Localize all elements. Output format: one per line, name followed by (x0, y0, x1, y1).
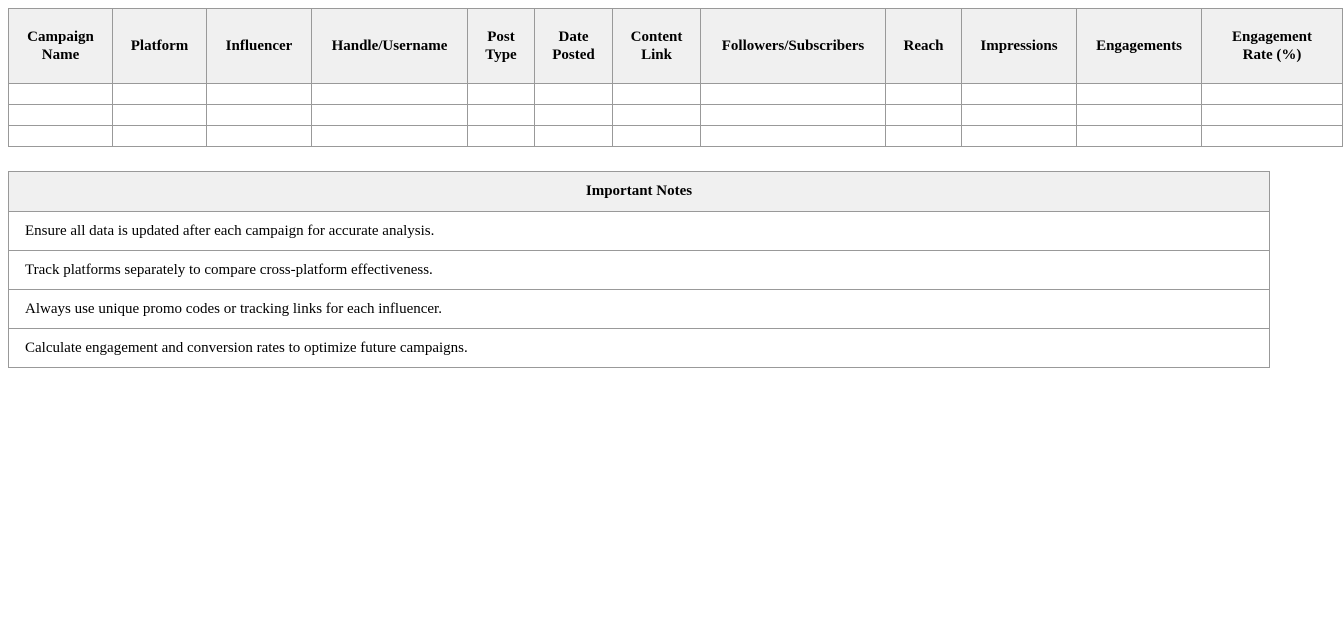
table-cell[interactable] (886, 126, 962, 147)
column-header-engagement-rate: Engagement Rate (%) (1202, 9, 1343, 84)
table-cell[interactable] (1077, 105, 1202, 126)
table-cell[interactable] (886, 105, 962, 126)
table-cell[interactable] (613, 84, 701, 105)
table-cell[interactable] (1077, 84, 1202, 105)
column-header-post-type: Post Type (468, 9, 535, 84)
tracker-table-container[interactable] (8, 8, 1312, 147)
table-cell[interactable] (962, 105, 1077, 126)
table-cell[interactable] (962, 126, 1077, 147)
column-header-campaign-name: Campaign Name (9, 9, 113, 84)
column-header-influencer: Influencer (207, 9, 312, 84)
table-cell[interactable] (535, 105, 613, 126)
column-header-handle: Handle/Username (312, 9, 468, 84)
table-cell[interactable] (535, 84, 613, 105)
column-header-followers: Followers/Subscribers (701, 9, 886, 84)
column-header-impressions: Impressions (962, 9, 1077, 84)
table-cell[interactable] (312, 105, 468, 126)
note-item: Calculate engagement and conversion rates to optimize future campaigns. (9, 329, 1270, 368)
header-row (9, 9, 1343, 84)
table-cell[interactable] (613, 126, 701, 147)
table-cell[interactable] (1202, 126, 1343, 147)
table-cell[interactable] (535, 126, 613, 147)
notes-section (8, 171, 1270, 368)
table-row (9, 84, 1343, 105)
table-cell[interactable] (207, 105, 312, 126)
column-header-engagements: Engagements (1077, 9, 1202, 84)
table-row (9, 105, 1343, 126)
note-item: Ensure all data is updated after each campaign for accurate analysis. (9, 212, 1270, 251)
table-cell[interactable] (613, 105, 701, 126)
table-cell[interactable] (701, 126, 886, 147)
table-cell[interactable] (207, 126, 312, 147)
notes-table (8, 171, 1270, 368)
table-cell[interactable] (1202, 105, 1343, 126)
table-cell[interactable] (701, 84, 886, 105)
table-cell[interactable] (113, 126, 207, 147)
column-header-reach: Reach (886, 9, 962, 84)
table-cell[interactable] (9, 105, 113, 126)
table-cell[interactable] (113, 84, 207, 105)
note-item: Track platforms separately to compare cross-platform effectiveness. (9, 251, 1270, 290)
table-cell[interactable] (886, 84, 962, 105)
table-cell[interactable] (468, 126, 535, 147)
table-cell[interactable] (962, 84, 1077, 105)
column-header-content-link: Content Link (613, 9, 701, 84)
column-header-platform: Platform (113, 9, 207, 84)
notes-title: Important Notes (9, 172, 1270, 212)
table-cell[interactable] (1077, 126, 1202, 147)
table-cell[interactable] (113, 105, 207, 126)
note-item: Always use unique promo codes or tracking links for each influencer. (9, 290, 1270, 329)
table-cell[interactable] (9, 84, 113, 105)
table-cell[interactable] (312, 126, 468, 147)
table-row (9, 126, 1343, 147)
table-cell[interactable] (468, 84, 535, 105)
table-cell[interactable] (1202, 84, 1343, 105)
table-cell[interactable] (9, 126, 113, 147)
table-cell[interactable] (207, 84, 312, 105)
table-cell[interactable] (468, 105, 535, 126)
table-cell[interactable] (312, 84, 468, 105)
table-cell[interactable] (701, 105, 886, 126)
influencer-tracker-table (8, 8, 1343, 147)
column-header-date-posted: Date Posted (535, 9, 613, 84)
